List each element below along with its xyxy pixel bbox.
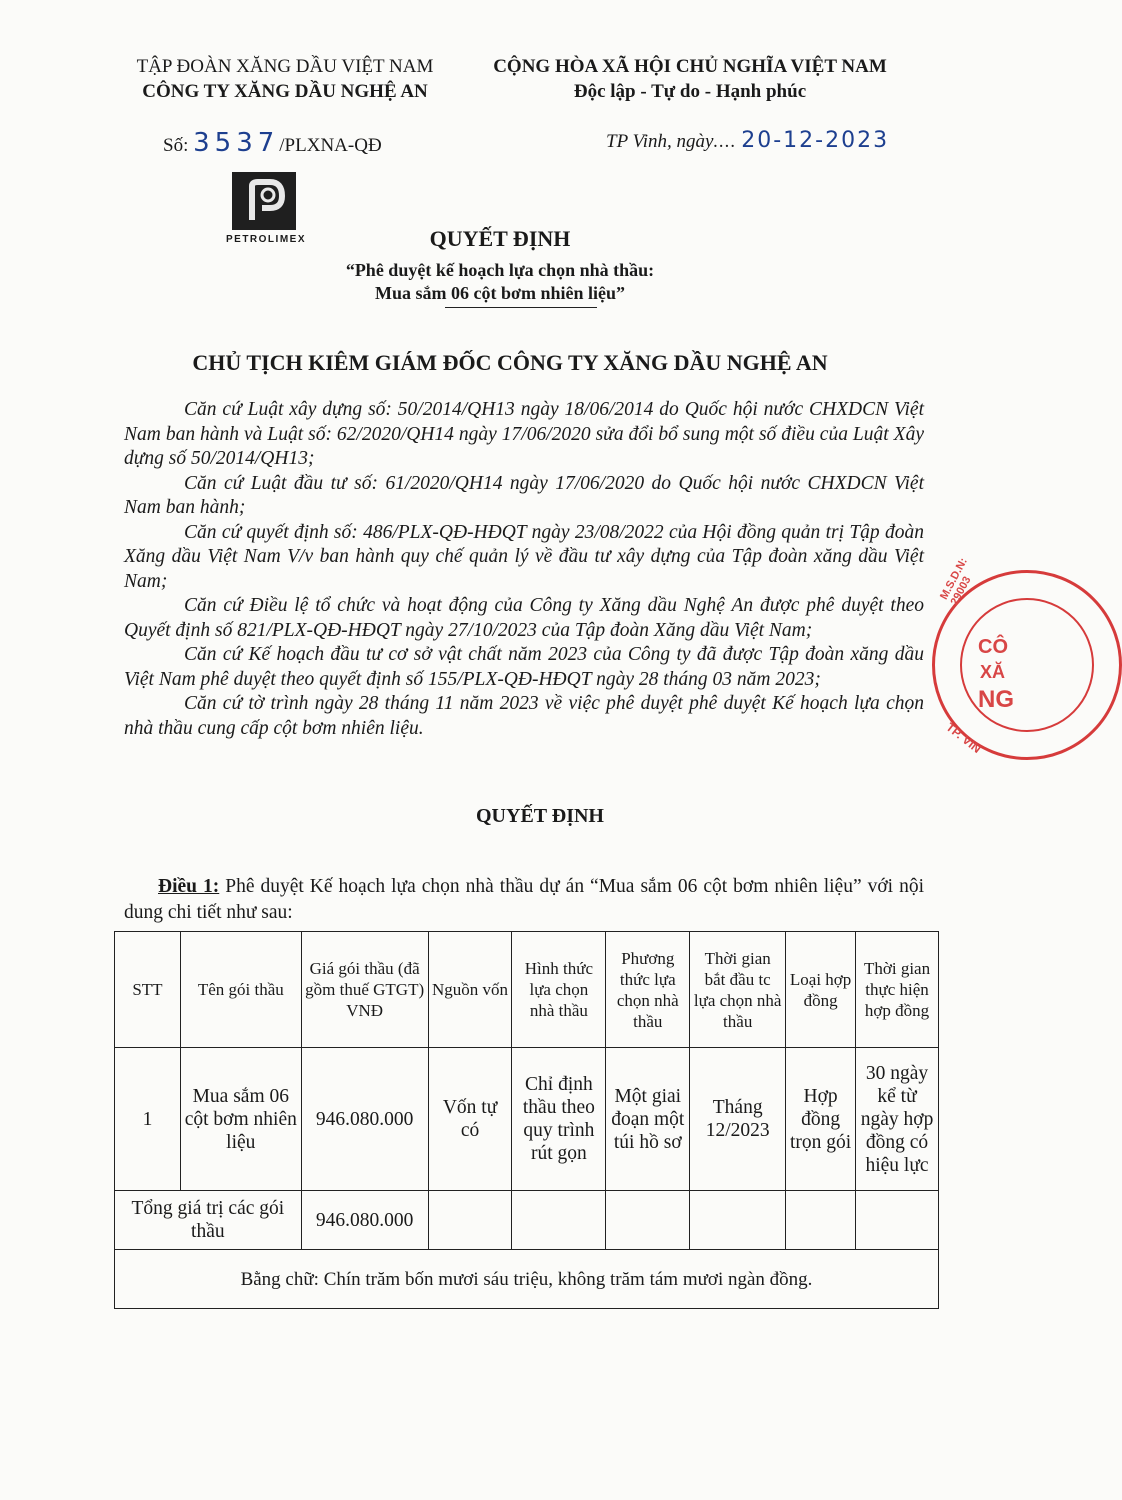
- company-name: CÔNG TY XĂNG DẦU NGHỆ AN: [142, 81, 428, 102]
- date-handwritten: 20-12-2023: [741, 128, 890, 153]
- table-header-cell: Phương thức lựa chọn nhà thầu: [606, 932, 690, 1048]
- table-header-cell: Hình thức lựa chọn nhà thầu: [512, 932, 606, 1048]
- legal-bases: [124, 398, 924, 741]
- table-cell: Tháng 12/2023: [690, 1048, 786, 1191]
- total-in-words: Bằng chữ: Chín trăm bốn mươi sáu triệu, không trăm tám mươi ngàn đồng.: [115, 1250, 939, 1309]
- document-number: [163, 128, 382, 158]
- table-cell: Mua sắm 06 cột bơm nhiên liệu: [180, 1048, 301, 1191]
- table-header-cell: Giá gói thầu (đã gồm thuế GTGT) VNĐ: [301, 932, 428, 1048]
- seal-inner-line-3: NG: [978, 686, 1014, 713]
- table-header-cell: STT: [115, 932, 181, 1048]
- article-1: [124, 874, 924, 926]
- total-value: 946.080.000: [301, 1191, 428, 1250]
- bidding-plan-table: [114, 931, 939, 1309]
- table-cell: 30 ngày kể từ ngày hợp đồng có hiệu lực: [856, 1048, 939, 1191]
- total-label: Tổng giá trị các gói thầu: [115, 1191, 302, 1250]
- document-subtitle: [0, 259, 1000, 305]
- legal-basis: Căn cứ Luật đầu tư số: 61/2020/QH14 ngày 17/06/2020 do Quốc hội nước CHXDCN Việt Nam ban hành;: [124, 472, 924, 518]
- table-cell: Vốn tự có: [428, 1048, 512, 1191]
- legal-basis: Căn cứ Kế hoạch đầu tư cơ sở vật chất năm 2023 của Công ty đã được Tập đoàn xăng dầu Việt Nam phê duyệt theo quyết định số 155/PLX-QĐ-HĐQT ngày 28 tháng 03 năm 2023;: [124, 644, 924, 690]
- national-title: CỘNG HÒA XÃ HỘI CHỦ NGHĨA VIỆT NAM: [493, 56, 887, 77]
- national-header: [470, 54, 910, 104]
- table-cell: Hợp đồng trọn gói: [786, 1048, 856, 1191]
- logo-text: PETROLIMEX: [225, 234, 306, 245]
- document-title: QUYẾT ĐỊNH: [429, 226, 571, 251]
- national-motto: Độc lập - Tự do - Hạnh phúc: [573, 81, 807, 102]
- table-cell: Một giai đoạn một túi hồ sơ: [606, 1048, 690, 1191]
- table-cell: 1: [115, 1048, 181, 1191]
- seal-inner-line-1: CÔ: [978, 636, 1008, 658]
- issuing-authority: CHỦ TỊCH KIÊM GIÁM ĐỐC CÔNG TY XĂNG DẦU NGHỆ AN: [192, 350, 828, 375]
- table-header-row: [115, 932, 939, 1048]
- legal-basis: Căn cứ quyết định số: 486/PLX-QĐ-HĐQT ngày 23/08/2022 của Hội đồng quản trị Tập đoàn Xăng dầu Việt Nam V/v ban hành quy chế quản lý về đầu tư xây dựng của Tập đoàn xăng dầu Việt Nam;: [124, 521, 924, 592]
- table-cell: Chỉ định thầu theo quy trình rút gọn: [512, 1048, 606, 1191]
- title-divider: [445, 307, 597, 308]
- table-words-row: [115, 1250, 939, 1309]
- organization-header: [100, 54, 470, 104]
- table-header-cell: Tên gói thầu: [180, 932, 301, 1048]
- article-1-label: Điều 1:: [158, 876, 220, 897]
- seal-inner-line-2: XĂ: [980, 662, 1006, 682]
- place-date-label: TP Vinh, ngày: [606, 131, 714, 152]
- subtitle-line-1: “Phê duyệt kế hoạch lựa chọn nhà thầu:: [345, 260, 655, 280]
- table-row: [115, 1048, 939, 1191]
- table-total-row: [115, 1191, 939, 1250]
- parent-org-name: TẬP ĐOÀN XĂNG DẦU VIỆT NAM: [136, 56, 434, 77]
- legal-basis: Căn cứ Luật xây dựng số: 50/2014/QH13 ngày 18/06/2014 do Quốc hội nước CHXDCN Việt Nam ban hành và Luật số: 62/2020/QH14 ngày 17/06/2020 sửa đổi bổ sung một số điều của Luật Xây dựng số 50/2014/QH13;: [124, 399, 924, 469]
- seal-bottom-text: TP. VIN: [943, 720, 984, 756]
- decision-heading: QUYẾT ĐỊNH: [476, 805, 604, 827]
- subtitle-line-2: Mua sắm 06 cột bơm nhiên liệu”: [375, 283, 625, 303]
- document-number-handwritten: 3537: [193, 128, 280, 158]
- table-header-cell: Thời gian bắt đầu tc lựa chọn nhà thầu: [690, 932, 786, 1048]
- table-header-cell: Loại hợp đồng: [786, 932, 856, 1048]
- legal-basis: Căn cứ tờ trình ngày 28 tháng 11 năm 2023 về việc phê duyệt phê duyệt Kế hoạch lựa chọn nhà thầu cung cấp cột bơm nhiên liệu.: [124, 693, 924, 739]
- table-header-cell: Nguồn vốn: [428, 932, 512, 1048]
- article-1-text: Phê duyệt Kế hoạch lựa chọn nhà thầu dự án “Mua sắm 06 cột bơm nhiên liệu” với nội dung chi tiết như sau:: [124, 876, 924, 923]
- seal-ring-text: M.S.D.N: 29003: [938, 556, 974, 608]
- table-header-cell: Thời gian thực hiện hợp đồng: [856, 932, 939, 1048]
- table-cell: 946.080.000: [301, 1048, 428, 1191]
- legal-basis: Căn cứ Điều lệ tổ chức và hoạt động của Công ty Xăng dầu Nghệ An được phê duyệt theo Quyết định số 821/PLX-QĐ-HĐQT ngày 27/10/2023 của Tập đoàn Xăng dầu Việt Nam;: [124, 595, 924, 641]
- place-date: TP Vinh, ngày.... 20-12-2023: [606, 128, 890, 153]
- petrolimex-logo-icon: [232, 172, 296, 230]
- document-number-label: Số:: [163, 135, 189, 156]
- document-number-suffix: /PLXNA-QĐ: [279, 135, 382, 156]
